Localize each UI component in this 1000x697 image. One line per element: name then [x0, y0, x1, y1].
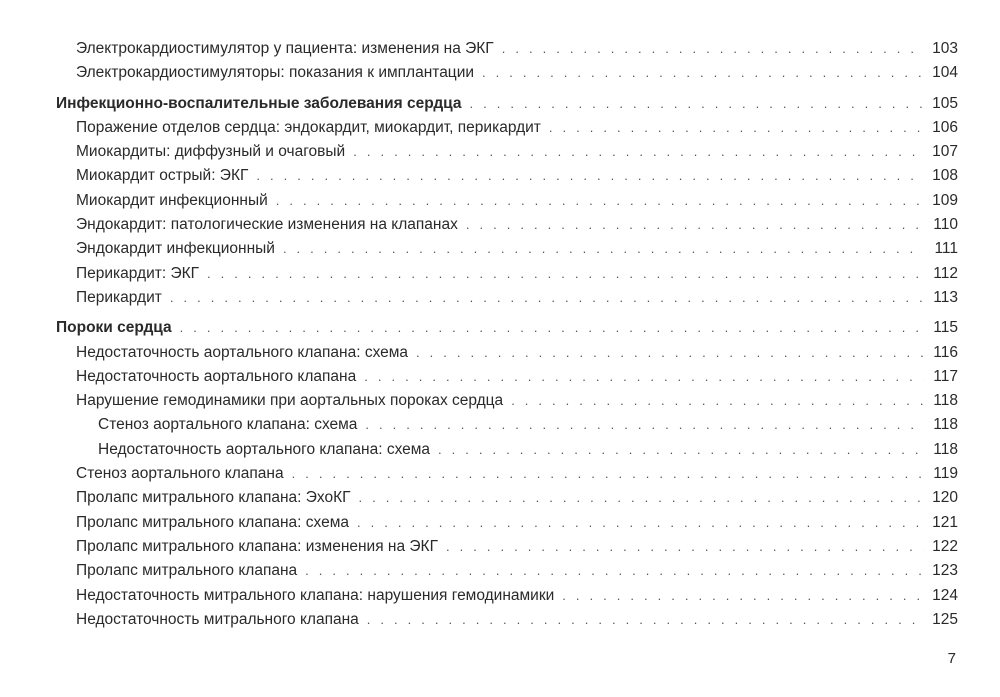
toc-entry[interactable] — [56, 289, 958, 313]
toc-entry[interactable] — [56, 368, 958, 392]
leader-dots — [549, 120, 924, 135]
toc-entry-page: 103 — [932, 40, 958, 57]
toc-entry-title: Электрокардиостимуляторы: показания к имплантации — [76, 64, 475, 82]
toc-entry[interactable] — [56, 562, 958, 586]
leader-dots — [446, 539, 924, 554]
toc-entry-title: Стеноз аортального клапана — [76, 465, 284, 483]
leader-dots — [482, 65, 924, 80]
toc-entry-title: Электрокардиостимулятор у пациента: изменения на ЭКГ — [76, 40, 494, 57]
leader-dots — [353, 144, 924, 159]
toc-entry-page: 119 — [933, 465, 958, 483]
toc-entry[interactable] — [56, 240, 958, 264]
toc-entry-title: Пролапс митрального клапана: изменения на ЭКГ — [76, 537, 438, 555]
leader-dots — [207, 266, 924, 281]
toc-entry-page: 112 — [933, 264, 958, 282]
leader-dots — [276, 193, 924, 208]
toc-entry[interactable] — [56, 514, 958, 538]
toc-entry-page: 113 — [933, 288, 958, 306]
leader-dots — [292, 466, 924, 481]
toc-entry-page: 105 — [932, 94, 958, 112]
toc-entry[interactable] — [56, 119, 958, 143]
leader-dots — [180, 320, 924, 335]
toc-entry-title: Пролапс митрального клапана: схема — [76, 513, 349, 531]
leader-dots — [256, 168, 924, 183]
toc-entry-page: 111 — [934, 240, 958, 258]
leader-dots — [466, 217, 924, 232]
leader-dots — [438, 442, 924, 457]
toc-entry-page: 118 — [933, 416, 958, 434]
toc-entry[interactable] — [56, 216, 958, 240]
leader-dots — [170, 290, 924, 305]
toc-entry-page: 121 — [932, 513, 958, 531]
page-number: 7 — [947, 650, 956, 667]
toc-entry-page: 123 — [932, 562, 958, 580]
toc-entry-page: 106 — [932, 118, 958, 136]
toc-subentry[interactable] — [56, 441, 958, 465]
toc-entry-page: 124 — [932, 586, 958, 604]
toc-entry-page: 118 — [933, 392, 958, 410]
toc-entry[interactable] — [56, 611, 958, 635]
table-of-contents — [56, 40, 958, 635]
toc-entry[interactable] — [56, 192, 958, 216]
toc-entry-title: Поражение отделов сердца: эндокардит, миокардит, перикардит — [76, 118, 541, 136]
toc-entry-page: 120 — [932, 489, 958, 507]
toc-entry[interactable] — [56, 64, 958, 88]
toc-entry-page: 117 — [933, 367, 958, 385]
toc-entry-title: Пороки сердца — [56, 319, 172, 337]
toc-entry-title: Миокардит острый: ЭКГ — [76, 167, 249, 185]
toc-entry[interactable] — [56, 465, 958, 489]
toc-entry-page: 118 — [933, 440, 958, 458]
toc-entry-title: Стеноз аортального клапана: схема — [98, 416, 358, 434]
toc-entry-title: Перикардит — [76, 288, 162, 306]
toc-entry[interactable] — [56, 489, 958, 513]
toc-entry-title: Недостаточность аортального клапана — [76, 367, 357, 385]
toc-entry-title: Миокардит инфекционный — [76, 191, 268, 209]
leader-dots — [357, 515, 924, 530]
toc-entry[interactable] — [56, 265, 958, 289]
leader-dots — [562, 588, 924, 603]
toc-entry[interactable] — [56, 587, 958, 611]
toc-entry-page: 115 — [933, 319, 958, 337]
toc-section-heading[interactable] — [56, 95, 958, 119]
leader-dots — [305, 563, 924, 578]
toc-entry-title: Недостаточность аортального клапана: схема — [98, 440, 431, 458]
leader-dots — [416, 345, 924, 360]
toc-entry-title: Нарушение гемодинамики при аортальных пороках сердца — [76, 392, 504, 410]
toc-entry[interactable] — [56, 143, 958, 167]
toc-entry-page: 125 — [932, 610, 958, 628]
toc-entry-title: Недостаточность аортального клапана: схема — [76, 343, 409, 361]
toc-entry[interactable] — [56, 167, 958, 191]
toc-entry-page: 122 — [932, 537, 958, 555]
toc-entry-title: Недостаточность митрального клапана: нарушения гемодинамики — [76, 586, 555, 604]
toc-entry-title: Пролапс митрального клапана — [76, 562, 298, 580]
toc-entry-page: 104 — [932, 64, 958, 82]
leader-dots — [359, 490, 924, 505]
leader-dots — [365, 417, 924, 432]
leader-dots — [511, 393, 924, 408]
toc-entry-page: 109 — [932, 191, 958, 209]
leader-dots — [470, 96, 924, 111]
toc-entry[interactable] — [56, 392, 958, 416]
toc-subentry[interactable] — [56, 416, 958, 440]
toc-entry-title: Инфекционно-воспалительные заболевания сердца — [56, 94, 462, 112]
toc-entry-page: 107 — [932, 143, 958, 161]
toc-entry-title: Перикардит: ЭКГ — [76, 264, 200, 282]
toc-entry-title: Пролапс митрального клапана: ЭхоКГ — [76, 489, 351, 507]
toc-entry[interactable] — [56, 344, 958, 368]
toc-entry-title: Эндокардит инфекционный — [76, 240, 275, 258]
leader-dots — [364, 369, 924, 384]
toc-entry-page: 108 — [932, 167, 958, 185]
toc-entry-title: Эндокардит: патологические изменения на клапанах — [76, 216, 458, 234]
toc-entry-title: Миокардиты: диффузный и очаговый — [76, 143, 346, 161]
leader-dots — [502, 41, 924, 56]
toc-section-heading[interactable] — [56, 319, 958, 343]
toc-entry-page: 110 — [933, 216, 958, 234]
toc-entry[interactable] — [56, 538, 958, 562]
toc-entry-page: 116 — [933, 343, 958, 361]
toc-entry[interactable] — [56, 40, 958, 64]
leader-dots — [367, 612, 924, 627]
leader-dots — [283, 241, 924, 256]
toc-entry-title: Недостаточность митрального клапана — [76, 610, 359, 628]
